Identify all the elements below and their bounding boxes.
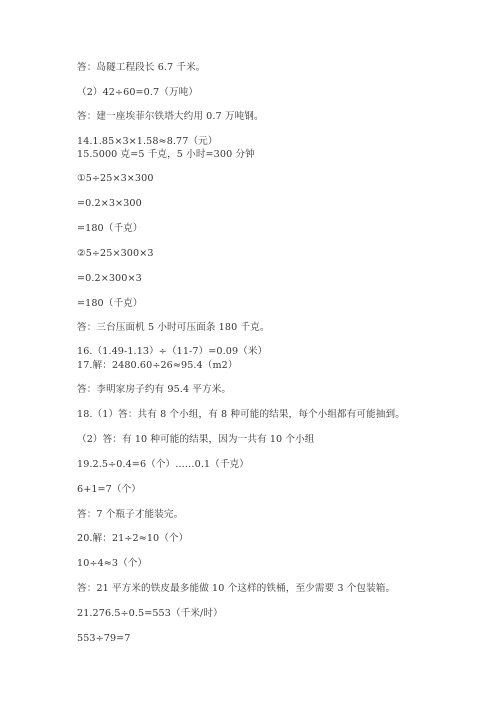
answer-line-eiffel-steel: 答：建一座埃菲尔铁塔大约用 0.7 万吨钢。: [77, 111, 264, 122]
problem-19-line: 19.2.5÷0.4=6（个）……0.1（千克）: [77, 459, 249, 470]
solution-line-q2-steel: （2）42÷60=0.7（万吨）: [77, 87, 199, 98]
method-2-step-2: =0.2×300×3: [77, 273, 142, 284]
method-1-step-2: =0.2×3×300: [77, 198, 142, 209]
problem-19-step-2: 6+1=7（个）: [77, 484, 141, 495]
problem-14-line: 14.1.85×3×1.58≈8.77（元）: [77, 136, 218, 147]
problem-21-line: 21.276.5÷0.5=553（千米/时）: [77, 608, 223, 619]
answer-line-house-area: 答：李明家房子约有 95.4 平方米。: [77, 384, 232, 395]
problem-20-line: 20.解：21÷2≈10（个）: [77, 533, 189, 544]
answer-line-noodle-press: 答：三台压面机 5 小时可压面条 180 千克。: [77, 322, 270, 333]
problem-15-line: 15.5000 克=5 千克，5 小时=300 分钟: [77, 149, 255, 160]
problem-18-part-1: 18.（1）答：共有 8 个小组，有 8 种可能的结果，每个小组都有可能抽到。: [77, 409, 405, 420]
problem-21-step-2: 553÷79=7: [77, 633, 131, 644]
method-2-step-3: =180（千克）: [77, 298, 143, 309]
problem-18-part-2: （2）答：有 10 种可能的结果，因为一共有 10 个小组: [77, 434, 315, 445]
answer-line-iron-buckets: 答：21 平方米的铁皮最多能做 10 个这样的铁桶，至少需要 3 个包装箱。: [77, 583, 396, 594]
method-1-step-1: ①5÷25×3×300: [77, 173, 154, 184]
method-1-step-3: =180（千克）: [77, 223, 143, 234]
problem-17-line: 17.解：2480.60÷26≈95.4（m2）: [77, 360, 238, 371]
answer-line-tunnel-length: 答：岛隧工程段长 6.7 千米。: [77, 62, 206, 73]
problem-20-step-2: 10÷4≈3（个）: [77, 558, 148, 569]
problem-16-line: 16.（1.49-1.13）÷（11-7）=0.09（米）: [77, 346, 268, 357]
answer-line-bottles: 答：7 个瓶子才能装完。: [77, 509, 184, 520]
method-2-step-1: ②5÷25×300×3: [77, 248, 154, 259]
